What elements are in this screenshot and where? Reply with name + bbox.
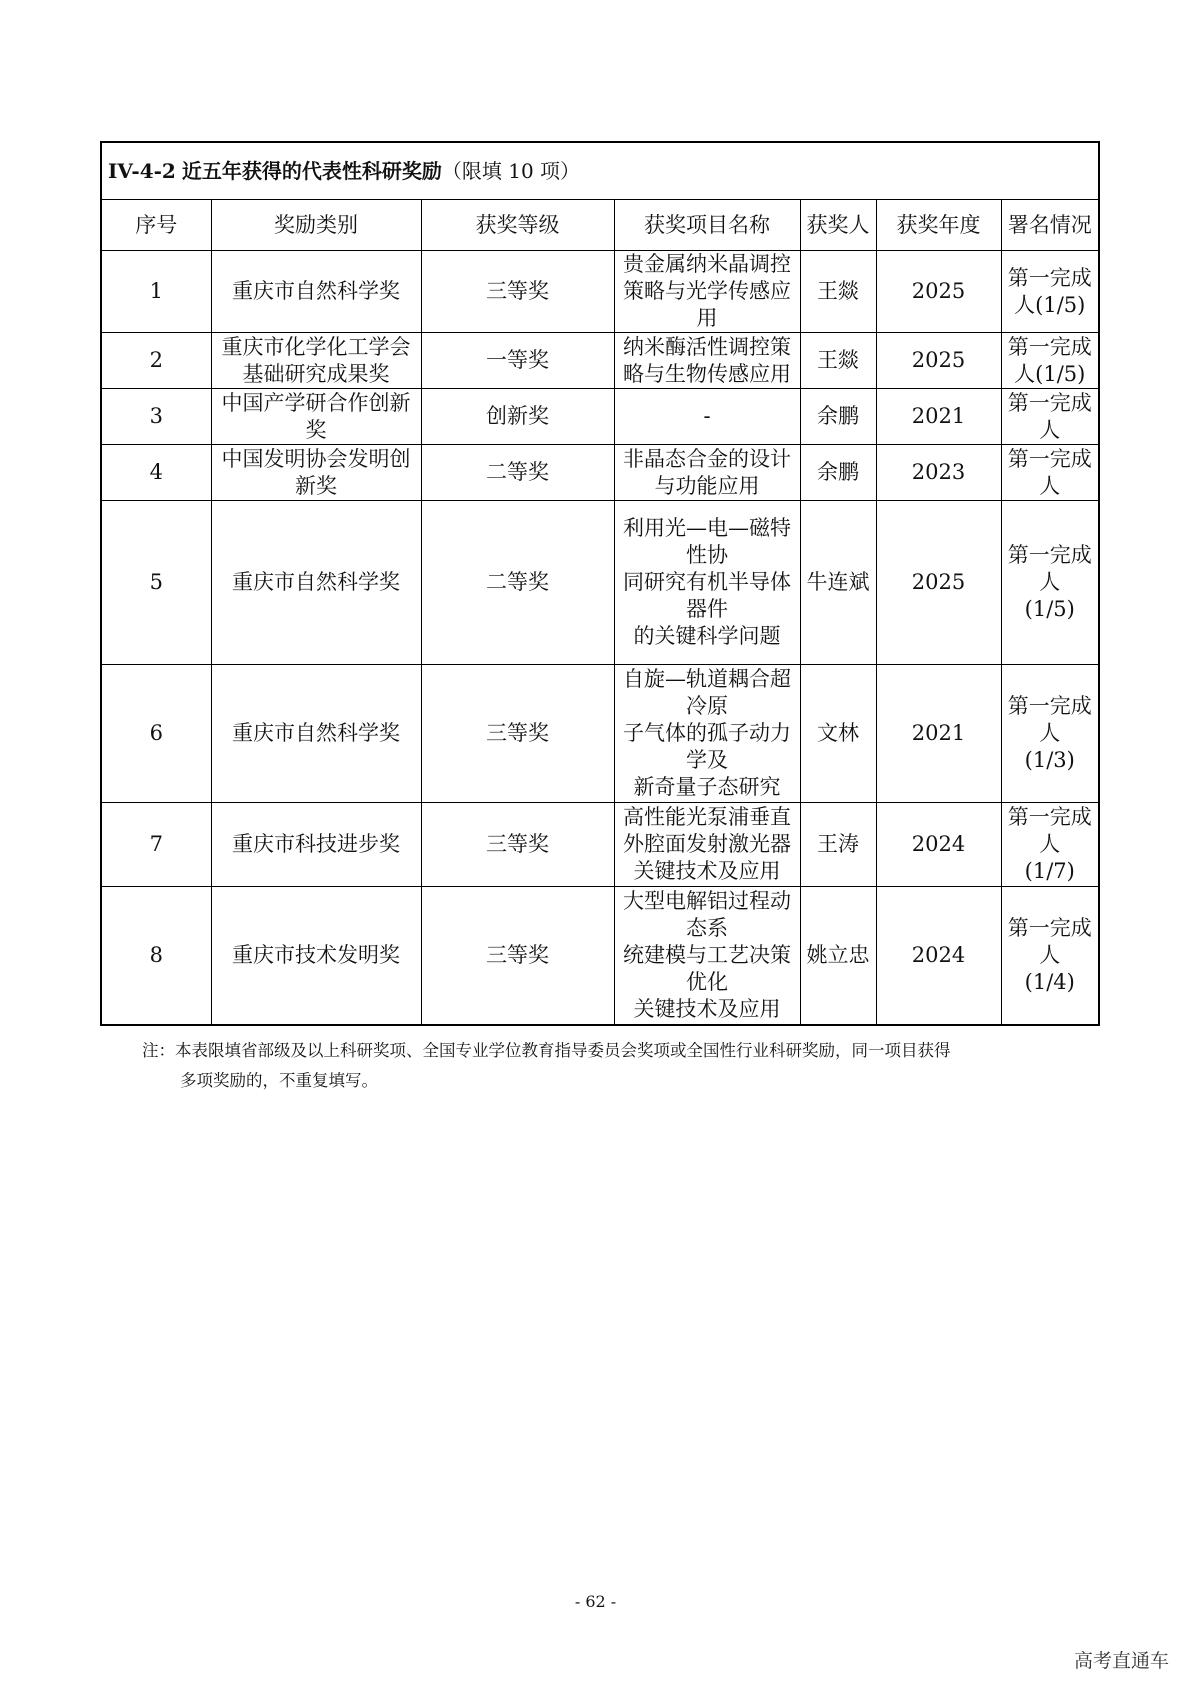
cell-project <box>614 803 800 887</box>
header-winner: 获奖人 <box>800 200 876 251</box>
cell-category <box>211 803 421 887</box>
cell-category-line: 重庆市技术发明奖 <box>232 942 400 967</box>
cell-no: 5 <box>101 501 211 665</box>
cell-project-line: 同研究有机半导体 <box>623 570 791 594</box>
cell-level: 三等奖 <box>421 803 614 887</box>
cell-year: 2021 <box>876 389 1001 445</box>
cell-attribution-line: 人(1/5) <box>1014 361 1086 386</box>
cell-attribution-line: 第一完成 <box>1007 694 1092 718</box>
table-row <box>101 251 1099 333</box>
cell-category-line: 重庆市自然科学奖 <box>232 570 400 594</box>
table-row <box>101 333 1099 389</box>
table-body <box>101 251 1099 1025</box>
cell-project <box>614 389 800 445</box>
header-category: 奖励类别 <box>211 200 421 251</box>
cell-project-line: 略与生物传感应用 <box>623 361 791 386</box>
table-title-note: （限填 10 项） <box>441 158 581 183</box>
cell-level: 创新奖 <box>421 389 614 445</box>
cell-project-line: 与功能应用 <box>654 473 760 498</box>
cell-no: 7 <box>101 803 211 887</box>
cell-winner: 姚立忠 <box>800 887 876 1025</box>
cell-project-line: 大型电解铝过程动 <box>623 888 791 913</box>
table-title <box>101 142 1099 200</box>
cell-level: 三等奖 <box>421 251 614 333</box>
cell-category <box>211 501 421 665</box>
awards-table <box>100 141 1100 1026</box>
table-note <box>142 1036 1062 1096</box>
cell-project-line: 学及 <box>686 748 728 772</box>
cell-attribution-line: (1/3) <box>1024 748 1075 772</box>
cell-attribution-line: 人 <box>1039 570 1061 594</box>
cell-project-line: 非晶态合金的设计 <box>623 446 791 471</box>
cell-project <box>614 333 800 389</box>
cell-no: 1 <box>101 251 211 333</box>
cell-project-line: 优化 <box>686 969 728 994</box>
cell-category-line: 重庆市自然科学奖 <box>232 721 400 745</box>
cell-winner: 王涛 <box>800 803 876 887</box>
cell-year: 2024 <box>876 887 1001 1025</box>
cell-project-line: 统建模与工艺决策 <box>623 942 791 967</box>
cell-category <box>211 389 421 445</box>
cell-attribution-line: 第一完成 <box>1007 543 1092 567</box>
cell-year: 2025 <box>876 501 1001 665</box>
cell-attribution <box>1001 389 1099 445</box>
cell-project-line: 关键技术及应用 <box>633 996 781 1021</box>
cell-level: 二等奖 <box>421 445 614 501</box>
cell-project-line: 高性能光泵浦垂直 <box>623 805 791 829</box>
header-year: 获奖年度 <box>876 200 1001 251</box>
cell-attribution-line: 第一完成 <box>1007 805 1092 829</box>
cell-no: 6 <box>101 665 211 803</box>
cell-project <box>614 445 800 501</box>
cell-project-line: 子气体的孤子动力 <box>623 721 791 745</box>
cell-category <box>211 665 421 803</box>
cell-attribution-line: 人 <box>1039 721 1061 745</box>
cell-no: 3 <box>101 389 211 445</box>
cell-winner: 余鹏 <box>800 389 876 445</box>
cell-category <box>211 251 421 333</box>
cell-no: 2 <box>101 333 211 389</box>
cell-no: 4 <box>101 445 211 501</box>
cell-year: 2021 <box>876 665 1001 803</box>
cell-level: 二等奖 <box>421 501 614 665</box>
cell-project-line: 新奇量子态研究 <box>633 775 781 799</box>
cell-category <box>211 887 421 1025</box>
cell-attribution-line: (1/4) <box>1024 969 1075 994</box>
cell-winner: 王燚 <box>800 333 876 389</box>
note-line-2: 多项奖励的，不重复填写。 <box>180 1071 378 1090</box>
table-row <box>101 445 1099 501</box>
cell-winner: 余鹏 <box>800 445 876 501</box>
table-header-row <box>101 200 1099 251</box>
cell-category-line: 重庆市科技进步奖 <box>232 832 400 856</box>
cell-attribution <box>1001 665 1099 803</box>
cell-category-line: 重庆市自然科学奖 <box>232 279 400 303</box>
cell-project-line: 性协 <box>686 543 728 567</box>
cell-attribution-line: 人 <box>1039 832 1061 856</box>
cell-project-line: - <box>703 404 711 428</box>
cell-attribution-line: 第一完成 <box>1007 265 1092 290</box>
cell-attribution <box>1001 445 1099 501</box>
cell-attribution-line: (1/5) <box>1024 597 1075 621</box>
cell-attribution-line: 人 <box>1039 417 1061 442</box>
header-no: 序号 <box>101 200 211 251</box>
cell-level: 一等奖 <box>421 333 614 389</box>
cell-project-line: 自旋—轨道耦合超 <box>623 667 791 691</box>
cell-project <box>614 665 800 803</box>
cell-attribution-line: 第一完成 <box>1007 915 1092 940</box>
cell-year: 2025 <box>876 333 1001 389</box>
cell-category-line: 新奖 <box>295 473 337 498</box>
table-row <box>101 389 1099 445</box>
header-attribution: 署名情况 <box>1001 200 1099 251</box>
table-row <box>101 665 1099 803</box>
cell-attribution-line: (1/7) <box>1024 859 1075 883</box>
note-line-1: 注：本表限填省部级及以上科研奖项、全国专业学位教育指导委员会奖项或全国性行业科研奖励，同一项目获得 <box>142 1041 951 1060</box>
cell-project <box>614 501 800 665</box>
cell-category-line: 基础研究成果奖 <box>242 361 390 386</box>
page-number: - 62 - <box>574 1592 617 1611</box>
cell-project <box>614 887 800 1025</box>
cell-category-line: 中国产学研合作创新 <box>221 390 411 415</box>
cell-attribution-line: 人 <box>1039 473 1061 498</box>
cell-winner: 文林 <box>800 665 876 803</box>
table-row <box>101 501 1099 665</box>
cell-attribution <box>1001 251 1099 333</box>
cell-category-line: 重庆市化学化工学会 <box>221 334 411 359</box>
watermark: 高考直通车 <box>1073 1650 1169 1672</box>
cell-attribution-line: 人 <box>1039 942 1061 967</box>
cell-attribution <box>1001 333 1099 389</box>
cell-attribution <box>1001 887 1099 1025</box>
cell-level: 三等奖 <box>421 665 614 803</box>
cell-project-line: 纳米酶活性调控策 <box>623 334 791 359</box>
cell-attribution <box>1001 501 1099 665</box>
cell-project-line: 的关键科学问题 <box>633 624 781 648</box>
cell-category <box>211 445 421 501</box>
header-level: 获奖等级 <box>421 200 614 251</box>
cell-project-line: 外腔面发射激光器 <box>623 832 791 856</box>
cell-category-line: 奖 <box>305 417 327 442</box>
awards-table-container <box>100 141 1098 1026</box>
cell-attribution-line: 人(1/5) <box>1014 292 1086 317</box>
cell-year: 2025 <box>876 251 1001 333</box>
cell-attribution-line: 第一完成 <box>1007 390 1092 415</box>
cell-project-line: 策略与光学传感应 <box>623 279 791 303</box>
cell-project-line: 用 <box>696 306 718 330</box>
cell-attribution-line: 第一完成 <box>1007 446 1092 471</box>
cell-project-line: 态系 <box>686 915 728 940</box>
cell-project-line: 关键技术及应用 <box>633 859 781 883</box>
cell-year: 2023 <box>876 445 1001 501</box>
cell-project-line: 冷原 <box>686 694 728 718</box>
header-project: 获奖项目名称 <box>614 200 800 251</box>
cell-year: 2024 <box>876 803 1001 887</box>
cell-project-line: 贵金属纳米晶调控 <box>623 252 791 276</box>
cell-category <box>211 333 421 389</box>
cell-project-line: 利用光—电—磁特 <box>623 516 791 540</box>
cell-level: 三等奖 <box>421 887 614 1025</box>
cell-category-line: 中国发明协会发明创 <box>221 446 411 471</box>
cell-attribution-line: 第一完成 <box>1007 334 1092 359</box>
table-row <box>101 887 1099 1025</box>
cell-winner: 王燚 <box>800 251 876 333</box>
table-title-text: 近五年获得的代表性科研奖励 <box>181 158 442 183</box>
cell-project <box>614 251 800 333</box>
cell-no: 8 <box>101 887 211 1025</box>
cell-project-line: 器件 <box>686 597 728 621</box>
table-row <box>101 803 1099 887</box>
cell-winner: 牛连斌 <box>800 501 876 665</box>
cell-attribution <box>1001 803 1099 887</box>
table-title-code: IV-4-2 <box>108 158 176 183</box>
